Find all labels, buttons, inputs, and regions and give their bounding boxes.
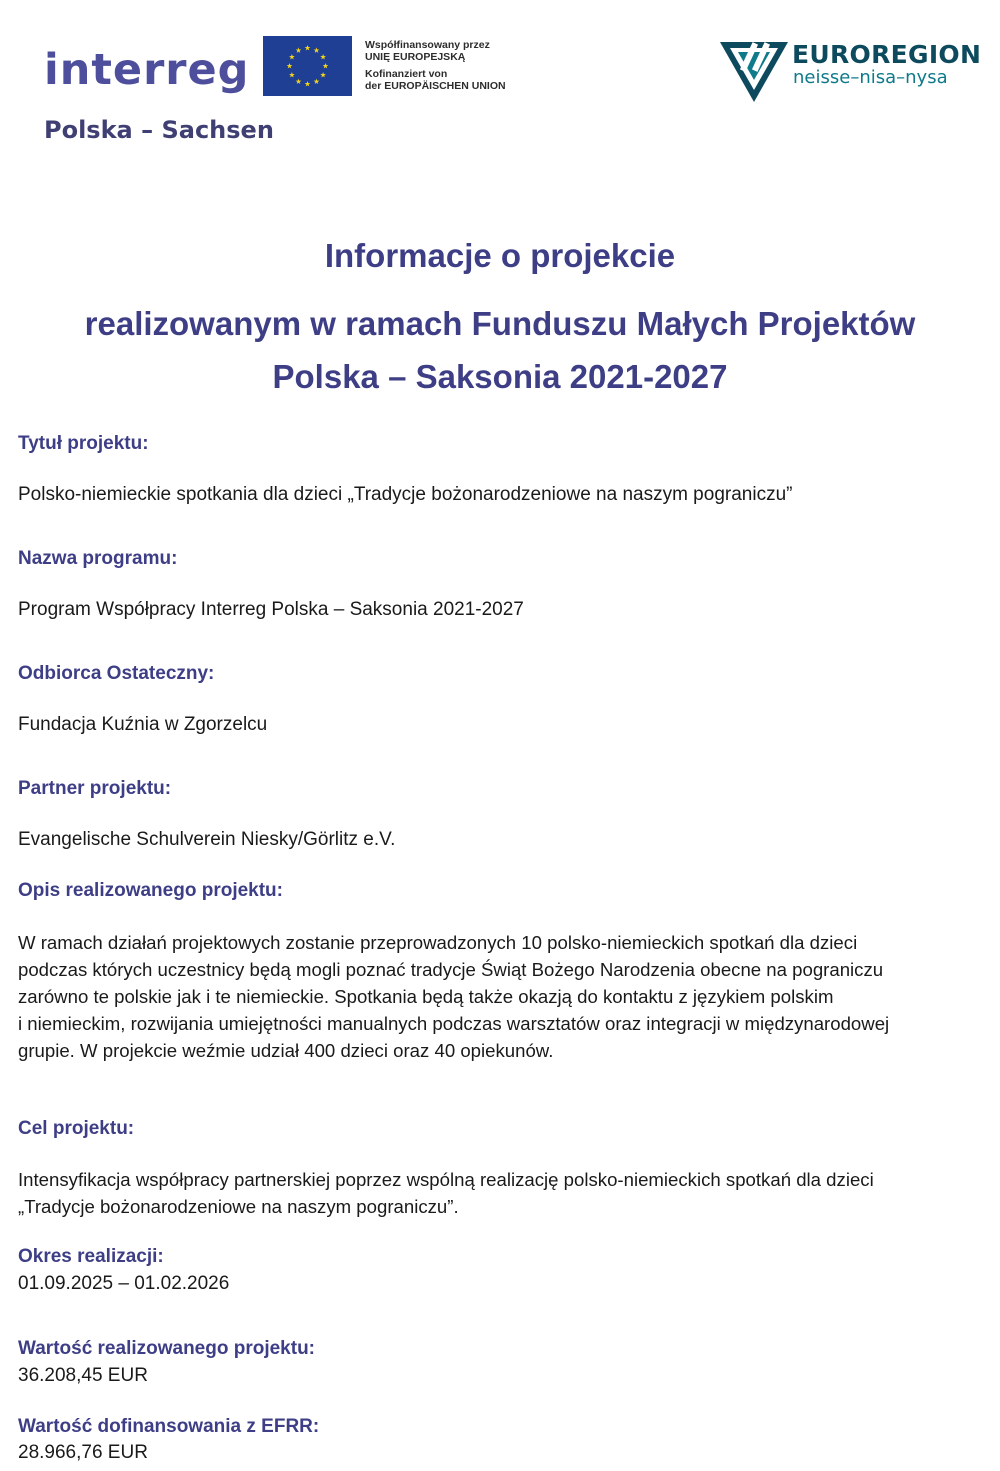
description-line: i niemieckim, rozwijania umiejętności manualnych podczas warsztatów oraz integracji w międzynarodowej [18, 1013, 890, 1034]
partner-value: Evangelische Schulverein Niesky/Görlitz e.V. [18, 829, 396, 850]
period-label: Okres realizacji: [18, 1246, 164, 1267]
description-line: grupie. W projekcie weźmie udział 400 dzieci oraz 40 opiekunów. [18, 1040, 554, 1061]
efrr-funding-label: Wartość dofinansowania z EFRR: [18, 1416, 320, 1437]
program-name-value: Program Współpracy Interreg Polska – Saksonia 2021-2027 [18, 599, 524, 620]
eu-text-line-4: der EUROPÄISCHEN UNION [365, 80, 506, 92]
goal-line: „Tradycje bożonarodzeniowe na naszym pograniczu”. [18, 1196, 459, 1217]
interreg-logo [44, 45, 274, 144]
eu-text-line-3: Kofinanziert von [365, 68, 448, 80]
eu-text-line-1: Współfinansowany przez [365, 39, 490, 51]
page-title-line-3: Polska – Saksonia 2021-2027 [272, 358, 728, 395]
page-title-line-2: realizowanym w ramach Funduszu Małych Projektów [84, 305, 916, 342]
program-name-label: Nazwa programu: [18, 548, 178, 569]
description-line: podczas których uczestnicy będą mogli poznać tradycje Świąt Bożego Narodzenia obecne na pograniczu [18, 959, 884, 980]
description-line: zarówno te polskie jak i te niemieckie. Spotkania będą także okazją do kontaktu z językiem polskim [18, 986, 834, 1007]
efrr-funding-amount: 28.966,76 EUR [18, 1442, 148, 1463]
period-value: 01.09.2025 – 01.02.2026 [18, 1273, 230, 1294]
recipient-label: Odbiorca Ostateczny: [18, 663, 215, 684]
euroregion-title: EUROREGION [792, 40, 982, 69]
description-line: W ramach działań projektowych zostanie przeprowadzonych 10 polsko-niemieckich spotkań dla dzieci [18, 932, 858, 953]
description-text [18, 929, 983, 1064]
eu-flag-icon [263, 36, 352, 96]
goal-text [18, 1166, 983, 1220]
goal-label: Cel projektu: [18, 1118, 135, 1139]
eu-cofinancing-text [365, 39, 506, 92]
description-label: Opis realizowanego projektu: [18, 880, 283, 901]
recipient-value: Fundacja Kuźnia w Zgorzelcu [18, 714, 268, 735]
interreg-wordmark: interreg [44, 45, 250, 95]
project-value-amount: 36.208,45 EUR [18, 1365, 148, 1386]
euroregion-mark-icon [720, 40, 788, 102]
interreg-subtitle: Polska – Sachsen [44, 116, 274, 144]
eu-text-line-2: UNIĘ EUROPEJSKĄ [365, 51, 466, 63]
partner-label: Partner projektu: [18, 778, 172, 799]
project-title-value: Polsko-niemieckie spotkania dla dzieci „Tradycje bożonarodzeniowe na naszym pograniczu” [18, 484, 793, 505]
goal-line: Intensyfikacja współpracy partnerskiej poprzez wspólną realizację polsko-niemieckich spotkań dla dzieci [18, 1169, 874, 1190]
project-title-label: Tytuł projektu: [18, 433, 149, 454]
project-value-label: Wartość realizowanego projektu: [18, 1338, 316, 1359]
euroregion-subtitle: neisse–nisa–nysa [793, 67, 948, 88]
page-title-line-1: Informacje o projekcie [324, 237, 676, 274]
